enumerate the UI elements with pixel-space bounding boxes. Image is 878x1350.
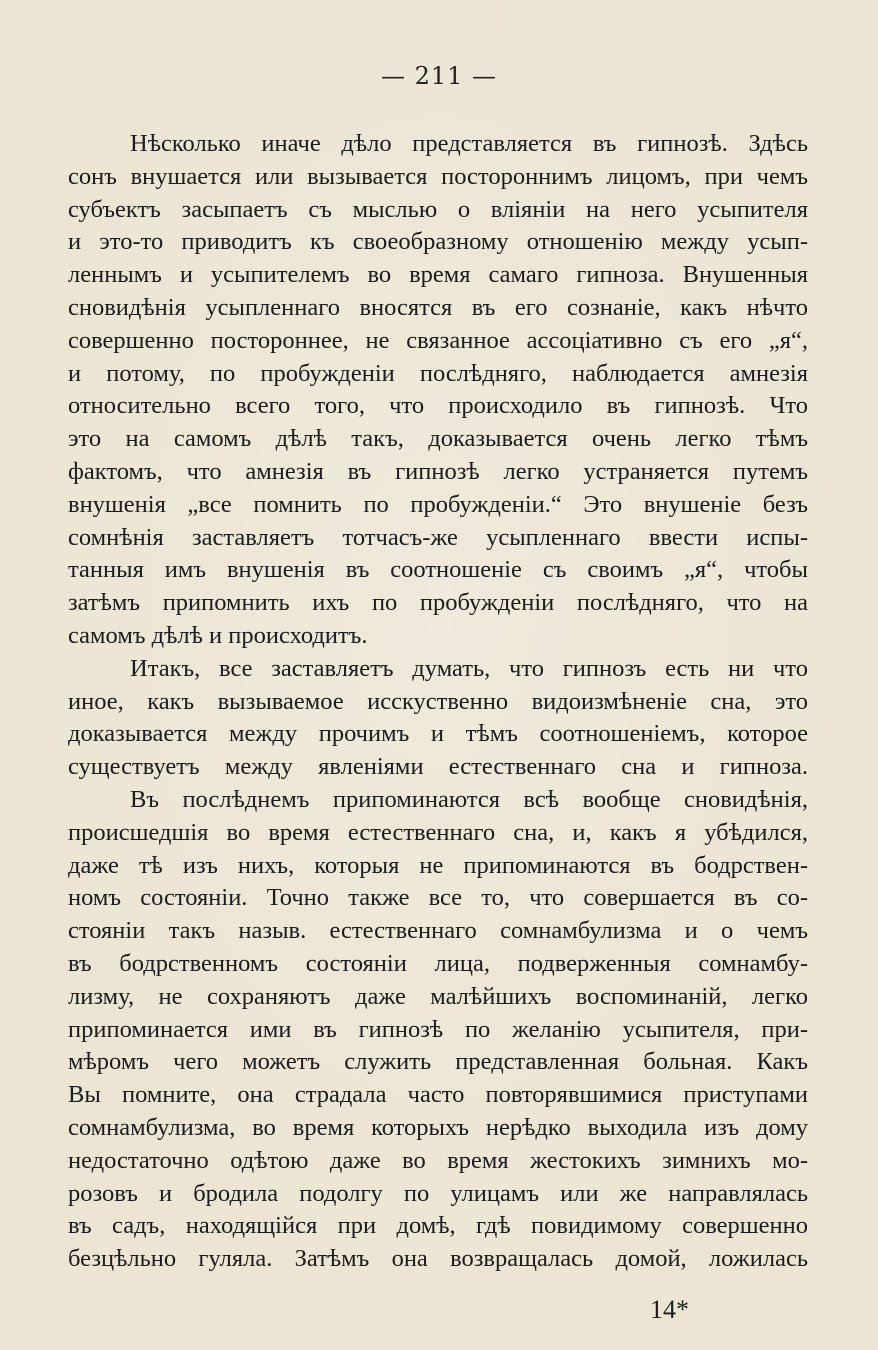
text-line: иное, какъ вызываемое исскуственно видоизмѣненіе сна, это [68,687,808,715]
text-line: внушенія „все помнить по пробужденіи.“ Это внушеніе безъ [68,490,808,518]
text-line: относительно всего того, что происходило въ гипнозѣ. Что [68,392,808,420]
text-line: затѣмъ припомнить ихъ по пробужденіи послѣдняго, что на [68,589,808,617]
signature-mark: 14* [650,1295,689,1324]
text-line: леннымъ и усыпителемъ во время самаго гипноза. Внушенныя [68,261,808,289]
text-line: номъ состояніи. Точно также все то, что совершается въ со- [68,884,808,912]
text-line: недостаточно одѣтою даже во время жестокихъ зимнихъ мо- [68,1146,808,1174]
text-line: существуетъ между явленіями естественнаго сна и гипноза. [68,753,808,781]
text-line: мѣромъ чего можетъ служить представленная больная. Какъ [68,1048,808,1076]
text-line: и потому, по пробужденіи послѣдняго, наблюдается амнезія [68,359,808,387]
text-line: припоминается ими въ гипнозѣ по желанію усыпителя, при- [68,1015,808,1043]
body-text [68,128,808,1276]
text-line: въ садъ, находящійся при домѣ, гдѣ повидимому совершенно [68,1212,808,1240]
text-line: сновидѣнія усыпленнаго вносятся въ его сознаніе, какъ нѣчто [68,293,808,321]
text-line: сомнамбулизма, во время которыхъ нерѣдко выходила изъ дому [68,1113,808,1141]
text-line: происшедшія во время естественнаго сна, и, какъ я убѣдился, [68,818,808,846]
text-line: въ бодрственномъ состояніи лица, подверженныя сомнамбу- [68,949,808,977]
text-line: розовъ и бродила подолгу по улицамъ или же направлялась [68,1179,808,1207]
text-line: безцѣльно гуляла. Затѣмъ она возвращалась домой, ложилась [68,1245,808,1273]
text-line: сомнѣнія заставляетъ тотчасъ-же усыпленнаго ввести испы- [68,523,808,551]
text-line: танныя имъ внушенія въ соотношеніе съ своимъ „я“, чтобы [68,556,808,584]
text-line: стояніи такъ назыв. естественнаго сомнамбулизма и о чемъ [68,917,808,945]
text-line: Нѣсколько иначе дѣло представляется въ гипнозѣ. Здѣсь [130,130,808,157]
text-line: доказывается между прочимъ и тѣмъ соотношеніемъ, которое [68,720,808,748]
text-line: сонъ внушается или вызывается постороннимъ лицомъ, при чемъ [68,162,808,190]
text-line: это на самомъ дѣлѣ такъ, доказывается очень легко тѣмъ [68,425,808,453]
text-line: Вы помните, она страдала часто повторявшимися приступами [68,1081,808,1109]
text-line: Въ послѣднемъ припоминаются всѣ вообще сновидѣнія, [130,785,808,813]
text-line: самомъ дѣлѣ и происходитъ. [68,621,368,649]
text-line: фактомъ, что амнезія въ гипнозѣ легко устраняется путемъ [68,457,808,485]
text-line: субъектъ засыпаетъ съ мыслью о вліяніи на него усыпителя [68,195,808,223]
text-line: и это-то приводитъ къ своеобразному отношенію между усып- [68,228,808,256]
text-line: Итакъ, все заставляетъ думать, что гипнозъ есть ни что [130,654,808,682]
text-line: даже тѣ изъ нихъ, которыя не припоминаются въ бодрствен- [68,851,808,879]
page-number: — 211 — [380,62,498,90]
text-line: лизму, не сохраняютъ даже малѣйшихъ воспоминаній, легко [68,982,808,1010]
text-line: совершенно постороннее, не связанное ассоціативно съ его „я“, [68,326,808,354]
